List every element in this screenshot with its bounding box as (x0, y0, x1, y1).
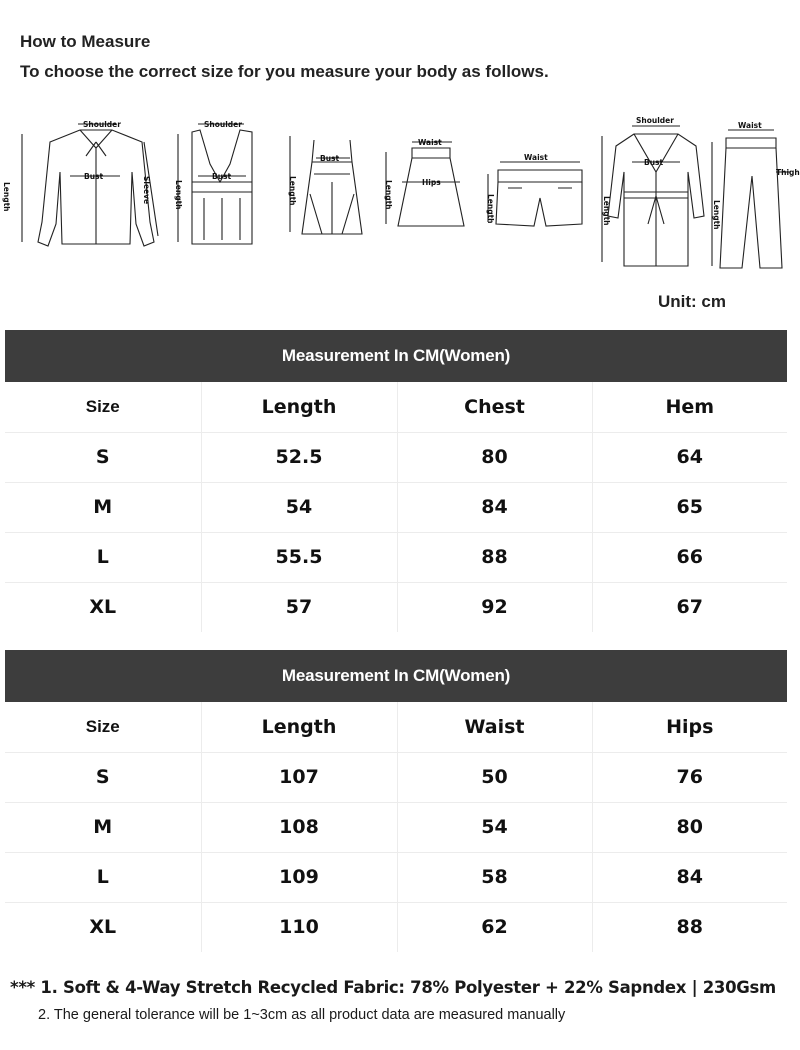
value-cell: 57 (201, 582, 397, 632)
header-cell: Size (5, 702, 201, 752)
table-row (5, 752, 787, 802)
value-cell: 58 (397, 852, 592, 902)
value-cell: 54 (397, 802, 592, 852)
value-cell: 80 (592, 802, 787, 852)
size-cell: XL (5, 902, 201, 952)
value-cell: 109 (201, 852, 397, 902)
label-length-5: Length (486, 194, 495, 224)
label-length-2: Length (174, 180, 183, 210)
note-fabric: *** 1. Soft & 4-Way Stretch Recycled Fabric: 78% Polyester + 22% Sapndex | 230Gsm (10, 978, 776, 997)
garment-diagrams (2, 112, 800, 284)
size-cell: S (5, 432, 201, 482)
label-length-4: Length (384, 180, 393, 210)
label-bust-2: Bust (212, 172, 232, 181)
unit-label: Unit: cm (658, 292, 726, 311)
table-row (5, 852, 787, 902)
size-cell: M (5, 482, 201, 532)
size-cell: L (5, 532, 201, 582)
page-heading: How to Measure (20, 32, 151, 51)
label-length-7: Length (712, 200, 721, 230)
label-length-1: Length (2, 182, 11, 212)
top-size-table (5, 330, 787, 632)
value-cell: 55.5 (201, 532, 397, 582)
value-cell: 88 (397, 532, 592, 582)
label-bust-4: Bust (644, 158, 664, 167)
value-cell: 65 (592, 482, 787, 532)
header-cell: Hips (592, 702, 787, 752)
label-shoulder-2: Shoulder (204, 120, 242, 129)
value-cell: 84 (592, 852, 787, 902)
fabric-notes (10, 978, 800, 1023)
label-sleeve: Sleeve (142, 176, 151, 205)
header-cell: Hem (592, 382, 787, 432)
value-cell: 62 (397, 902, 592, 952)
value-cell: 54 (201, 482, 397, 532)
header-cell: Length (201, 702, 397, 752)
value-cell: 110 (201, 902, 397, 952)
header-cell: Chest (397, 382, 592, 432)
label-waist-1: Waist (418, 138, 442, 147)
table-row (5, 802, 787, 852)
header-cell: Size (5, 382, 201, 432)
table-header-row (5, 382, 787, 432)
label-length-3: Length (288, 176, 297, 206)
table-row (5, 532, 787, 582)
size-cell: XL (5, 582, 201, 632)
shorts-icon (488, 162, 582, 226)
value-cell: 66 (592, 532, 787, 582)
slip-dress-icon (290, 136, 362, 234)
tank-top-icon (178, 124, 252, 244)
table-header-row (5, 702, 787, 752)
label-shoulder-1: Shoulder (83, 120, 121, 129)
header-cell: Length (201, 382, 397, 432)
value-cell: 76 (592, 752, 787, 802)
label-hips-1: Hips (422, 178, 441, 187)
intro (20, 30, 780, 84)
table-caption: Measurement In CM(Women) (5, 650, 787, 702)
value-cell: 80 (397, 432, 592, 482)
measurement-figures (2, 112, 800, 284)
label-shoulder-3: Shoulder (636, 116, 674, 125)
size-cell: L (5, 852, 201, 902)
label-bust-1: Bust (84, 172, 104, 181)
label-waist-2: Waist (524, 153, 548, 162)
value-cell: 88 (676, 916, 703, 939)
page-subheading: To choose the correct size for you measure your body as follows. (20, 62, 549, 81)
note-tolerance: 2. The general tolerance will be 1~3cm as all product data are measured manually (38, 1007, 566, 1023)
value-cell: 92 (397, 582, 592, 632)
trousers-icon (712, 130, 790, 268)
table-row (5, 432, 787, 482)
label-bust-3: Bust (320, 154, 340, 163)
value-cell: 67 (676, 596, 703, 619)
value-cell: 50 (397, 752, 592, 802)
table-row (5, 482, 787, 532)
table-caption: Measurement In CM(Women) (5, 330, 787, 382)
label-waist-3: Waist (738, 121, 762, 130)
shirt-icon (22, 124, 158, 246)
table-row (5, 902, 787, 952)
value-cell: 64 (592, 432, 787, 482)
label-length-6: Length (602, 196, 611, 226)
label-thigh: Thigh (776, 168, 800, 177)
header-cell: Waist (397, 702, 592, 752)
value-cell: 107 (201, 752, 397, 802)
table-row (5, 582, 787, 632)
value-cell: 108 (201, 802, 397, 852)
size-cell: S (5, 752, 201, 802)
size-cell: M (5, 802, 201, 852)
value-cell: 52.5 (201, 432, 397, 482)
trench-coat-icon (602, 126, 704, 266)
value-cell: 84 (397, 482, 592, 532)
bottom-size-table (5, 650, 787, 952)
